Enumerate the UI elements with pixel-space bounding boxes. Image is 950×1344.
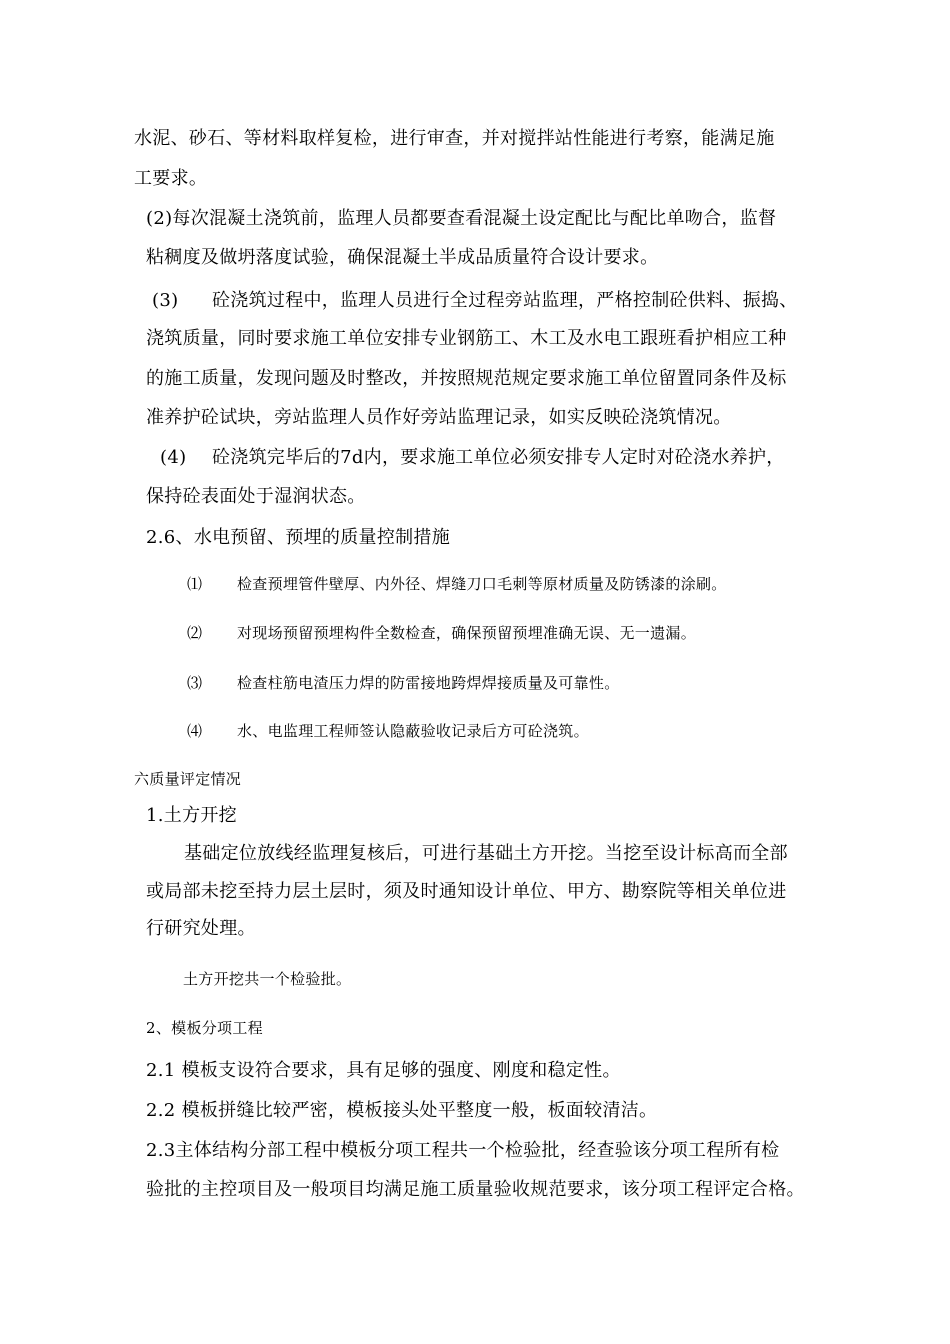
- item-text: 砼浇筑完毕后的7d内，要求施工单位必须安排专人定时对砼浇水养护，: [212, 447, 785, 468]
- paragraph-line: 保持砼表面处于湿润状态。: [146, 486, 366, 507]
- list-item: [187, 623, 696, 643]
- item-text: 对现场预留预埋构件全数检查，确保预留预埋准确无误、无一遗漏。: [237, 624, 697, 642]
- paragraph-line: (2)每次混凝土浇筑前，监理人员都要查看混凝土设定配比与配比单吻合，监督: [146, 208, 777, 229]
- section-heading: 六质量评定情况: [134, 770, 242, 788]
- paragraph-line: 工要求。: [134, 168, 208, 189]
- list-item: [187, 574, 727, 594]
- item-number: ⑵: [187, 624, 203, 642]
- paragraph-line: 水泥、砂石、等材料取样复检，进行审查，并对搅拌站性能进行考察，能满足施: [134, 128, 775, 149]
- item-number: (4): [160, 447, 187, 468]
- paragraph-line: 2.2 模板拼缝比较严密，模板接头处平整度一般，板面较清洁。: [146, 1100, 658, 1121]
- paragraph-line: 基础定位放线经监理复核后，可进行基础土方开挖。当挖至设计标高而全部: [184, 843, 788, 864]
- item-number: ⑶: [187, 674, 203, 692]
- paragraph-line: 验批的主控项目及一般项目均满足施工质量验收规范要求，该分项工程评定合格。: [146, 1179, 805, 1200]
- item-number: (3): [152, 290, 179, 311]
- item-number: ⑷: [187, 722, 203, 740]
- paragraph-line: 行研究处理。: [146, 918, 256, 939]
- section-heading: 2.6、水电预留、预埋的质量控制措施: [146, 527, 451, 548]
- paragraph-line: 土方开挖共一个检验批。: [183, 970, 352, 988]
- subsection-heading: 1.土方开挖: [146, 805, 237, 826]
- paragraph-line: 浇筑质量，同时要求施工单位安排专业钢筋工、木工及水电工跟班看护相应工种: [146, 328, 787, 349]
- list-item: [187, 721, 589, 741]
- list-item: [187, 673, 620, 693]
- item-text: 水、电监理工程师签认隐蔽验收记录后方可砼浇筑。: [237, 722, 589, 740]
- paragraph-line: [152, 289, 798, 313]
- subsection-heading: 2、模板分项工程: [146, 1019, 263, 1037]
- item-text: 检查预埋管件壁厚、内外径、焊缝刀口毛刺等原材质量及防锈漆的涂刷。: [237, 575, 727, 593]
- paragraph-line: 或局部未挖至持力层土层时，须及时通知设计单位、甲方、勘察院等相关单位进: [146, 881, 787, 902]
- item-text: 砼浇筑过程中，监理人员进行全过程旁站监理，严格控制砼供料、振捣、: [212, 290, 798, 311]
- item-number: ⑴: [187, 575, 203, 593]
- paragraph-line: 2.1 模板支设符合要求，具有足够的强度、刚度和稳定性。: [146, 1060, 621, 1081]
- paragraph-line: 粘稠度及做坍落度试验，确保混凝土半成品质量符合设计要求。: [146, 247, 659, 268]
- paragraph-line: 的施工质量，发现问题及时整改，并按照规范规定要求施工单位留置同条件及标: [146, 368, 787, 389]
- paragraph-line: 2.3主体结构分部工程中模板分项工程共一个检验批，经查验该分项工程所有检: [146, 1140, 780, 1161]
- paragraph-line: [160, 446, 785, 470]
- item-text: 检查柱筋电渣压力焊的防雷接地跨焊焊接质量及可靠性。: [237, 674, 620, 692]
- paragraph-line: 准养护砼试块，旁站监理人员作好旁站监理记录，如实反映砼浇筑情况。: [146, 407, 732, 428]
